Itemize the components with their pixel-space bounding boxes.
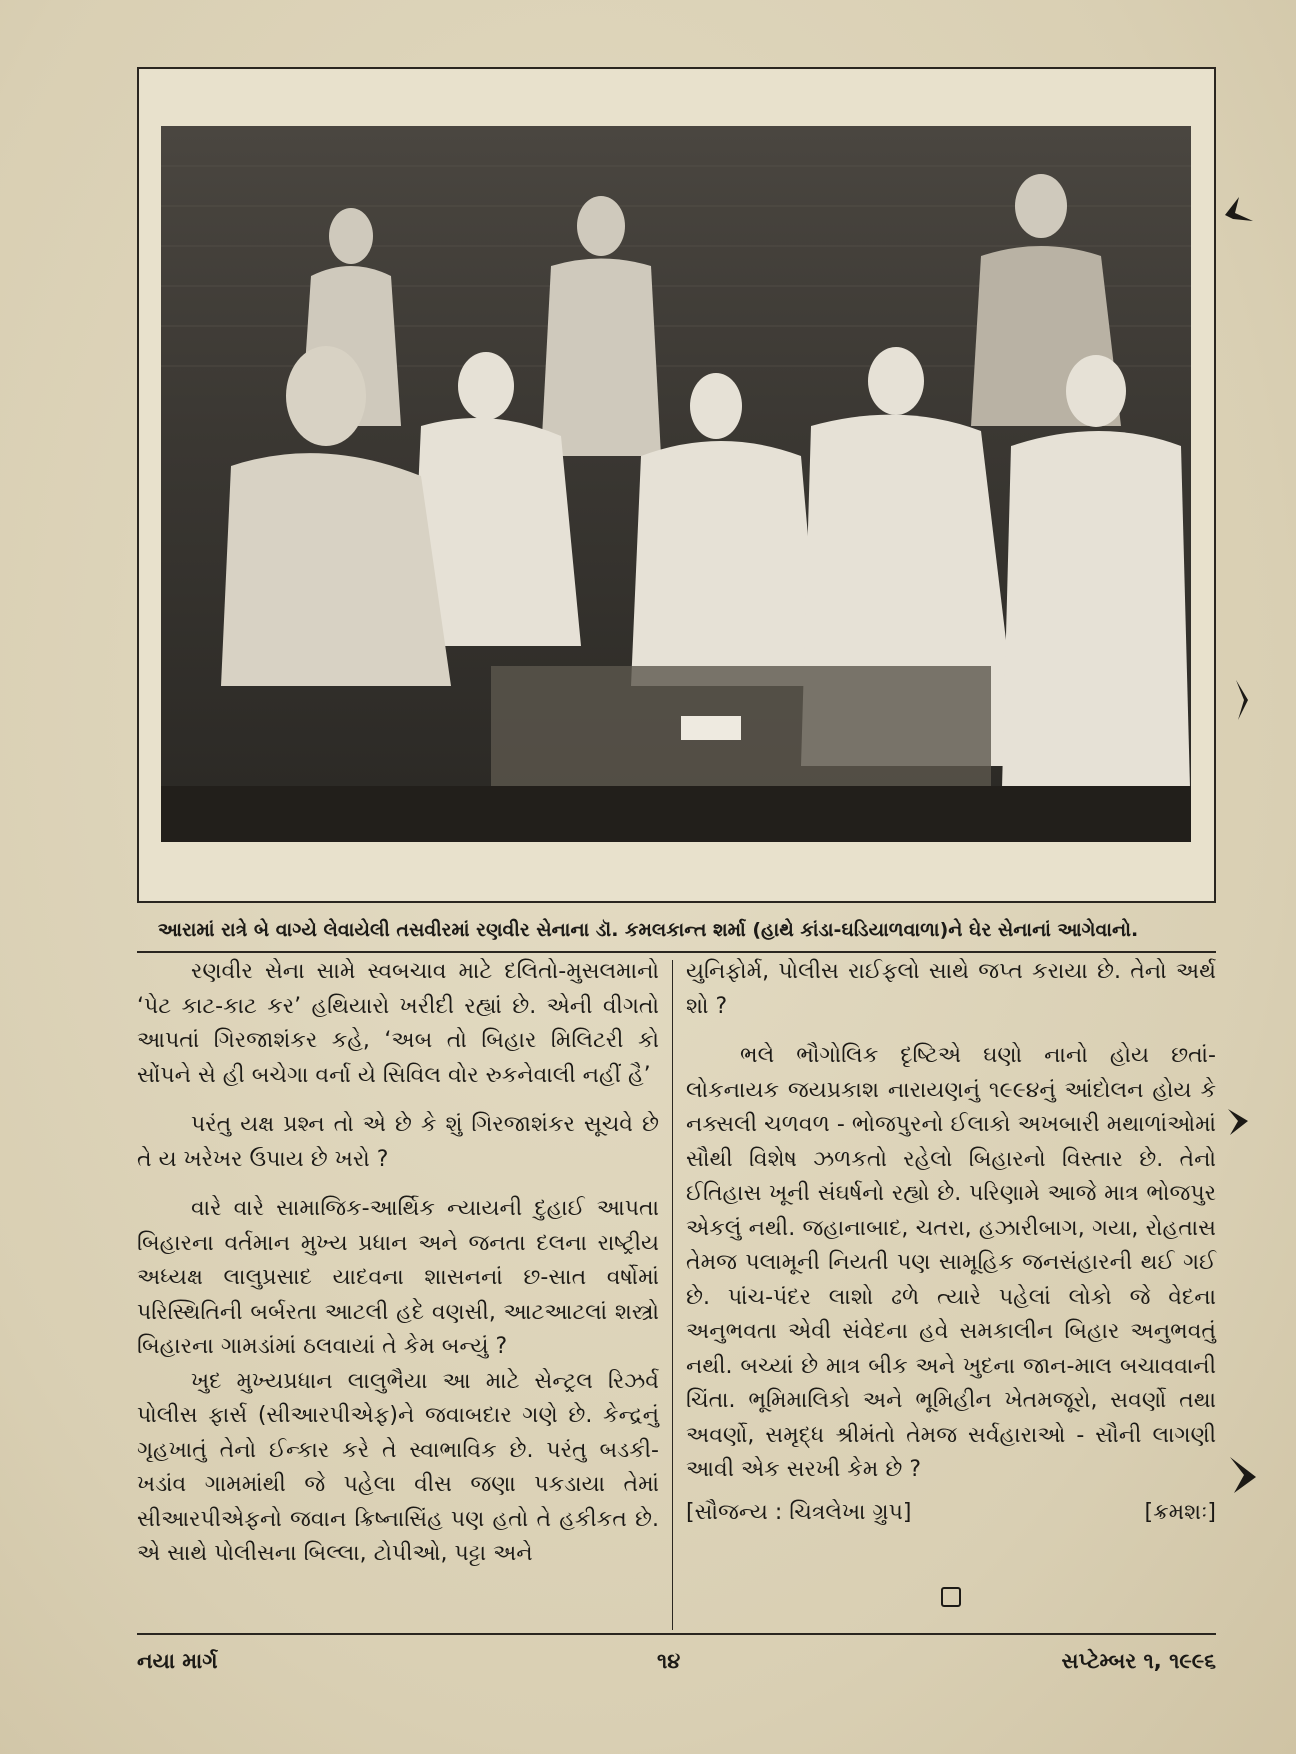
paragraph: પરંતુ યક્ષ પ્રશ્ન તો એ છે કે શું ગિરજાશંકર સૂચવે છે તે ય ખરેખર ઉપાય છે ખરો ? xyxy=(137,1112,659,1172)
group-photo-illustration xyxy=(161,126,1191,842)
paragraph: ભલે ભૌગોલિક દૃષ્ટિએ ઘણો નાનો હોય છતાં-લોકનાયક જયપ્રકાશ નારાયણનું ૧૯૯૪નું આંદોલન હોય કે નક્સલી ચળવળ - ભોજપુરનો ઈલાકો અખબારી મથાળાંઓમાં સૌથી વિશેષ ઝળકતો રહેલો બિહારનો વિસ્તાર છે. તેનો ઈતિહાસ ખૂની સંઘર્ષનો રહ્યો છે. પરિણામે આજે માત્ર ભોજપુર એકલું નથી. જહાનાબાદ, ચતરા, હઝારીબાગ, ગયા, રોહતાસ તેમજ પલામૂની નિયતી પણ સામૂહિક જનસંહારની થઈ ગઈ છે. પાંચ-પંદર લાશો ઢળે ત્યારે પહેલાં લોકો જે વેદના અનુભવતા એવી સંવેદના હવે સમકાલીન બિહાર અનુભવતું નથી. બચ્યાં છે માત્ર બીક અને ખુદના જાન-માલ બચાવવાની ચિંતા. ભૂમિમાલિકો અને ભૂમિહીન ખેતમજૂરો, સવર્ણો તથા અવર્ણો, સમૃદ્ધ શ્રીમંતો તેમજ સર્વહારાઓ - સૌની લાગણી આવી એક સરખી કેમ છે ? xyxy=(686,1043,1216,1482)
issue-date: સપ્ટેમ્બર ૧, ૧૯૯૬ xyxy=(1061,1649,1216,1673)
paragraph: રણવીર સેના સામે સ્વબચાવ માટે દલિતો-મુસલમાનો ‘પેટ કાટ-કાટ કર’ હથિયારો ખરીદી રહ્યાં છે. એની વીગતો આપતાં ગિરજાશંકર કહે, ‘અબ તો બિહાર મિલિટરી કો સોંપને સે હી બચેગા વર્ના યે સિવિલ વોર રુકનેવાલી નહીં હૈ’ xyxy=(137,959,659,1088)
paper-tear-icon xyxy=(1225,195,1253,235)
right-column xyxy=(686,955,1216,1530)
left-column xyxy=(137,955,659,1572)
paper-tear-icon xyxy=(1228,1105,1256,1145)
paper-tear-icon xyxy=(1232,680,1260,720)
publication-name: નયા માર્ગ xyxy=(137,1649,218,1673)
paragraph: ખુદ મુખ્યપ્રધાન લાલુભૈયા આ માટે સેન્ટ્રલ રિઝર્વ પોલીસ ફાર્સ (સીઆરપીએફ)ને જવાબદાર ગણે છે. કેન્દ્રનું ગૃહખાતું તેનો ઈન્કાર કરે તે સ્વાભાવિક છે. પરંતુ બડકી-ખડાંવ ગામમાંથી જે પહેલા વીસ જણા પકડાયા તેમાં સીઆરપીએફનો જવાન ક્રિષ્નાસિંહ પણ હતો તે હકીકત છે. એ સાથે પોલીસના બિલ્લા, ટોપીઓ, પટ્ટા અને xyxy=(137,1368,659,1566)
continued-marker: [ક્રમશઃ] xyxy=(1144,1499,1216,1525)
paragraph: યુનિફોર્મ, પોલીસ રાઈફલો સાથે જપ્ત કરાયા છે. તેનો અર્થ શો ? xyxy=(686,959,1216,1019)
page-number: ૧૪ xyxy=(657,1649,681,1673)
paper-tear-icon xyxy=(1230,1455,1258,1495)
end-mark-icon xyxy=(941,1587,961,1607)
paragraph: વારે વારે સામાજિક-આર્થિક ન્યાયની દુહાઈ આપતા બિહારના વર્તમાન મુખ્ય પ્રધાન અને જનતા દલના રાષ્ટ્રીય અધ્યક્ષ લાલુપ્રસાદ યાદવના શાસનનાં છ-સાત વર્ષોમાં પરિસ્થિતિની બર્બરતા આટલી હદે વણસી, આટઆટલાં શસ્ત્રો બિહારના ગામડાંમાં ઠલવાયાં તે કેમ બન્યું ? xyxy=(137,1196,659,1359)
footer-divider xyxy=(137,1633,1216,1635)
page-footer xyxy=(137,1643,1216,1683)
group-photo xyxy=(161,126,1191,842)
photo-frame xyxy=(137,67,1216,903)
credit-line xyxy=(686,1496,1216,1531)
photo-caption: આરામાં રાત્રે બે વાગ્યે લેવાયેલી તસવીરમાં રણવીર સેનાના ડૉ. કમલકાન્ત શર્મા (હાથે કાંડા-ઘડિયાળવાળા)ને ઘેર સેનાનાં આગેવાનો. xyxy=(157,919,1139,941)
caption-divider xyxy=(137,951,1216,953)
column-divider xyxy=(672,960,673,1630)
courtesy-credit: [સૌજન્ય : ચિત્રલેખા ગ્રુપ] xyxy=(686,1499,912,1525)
